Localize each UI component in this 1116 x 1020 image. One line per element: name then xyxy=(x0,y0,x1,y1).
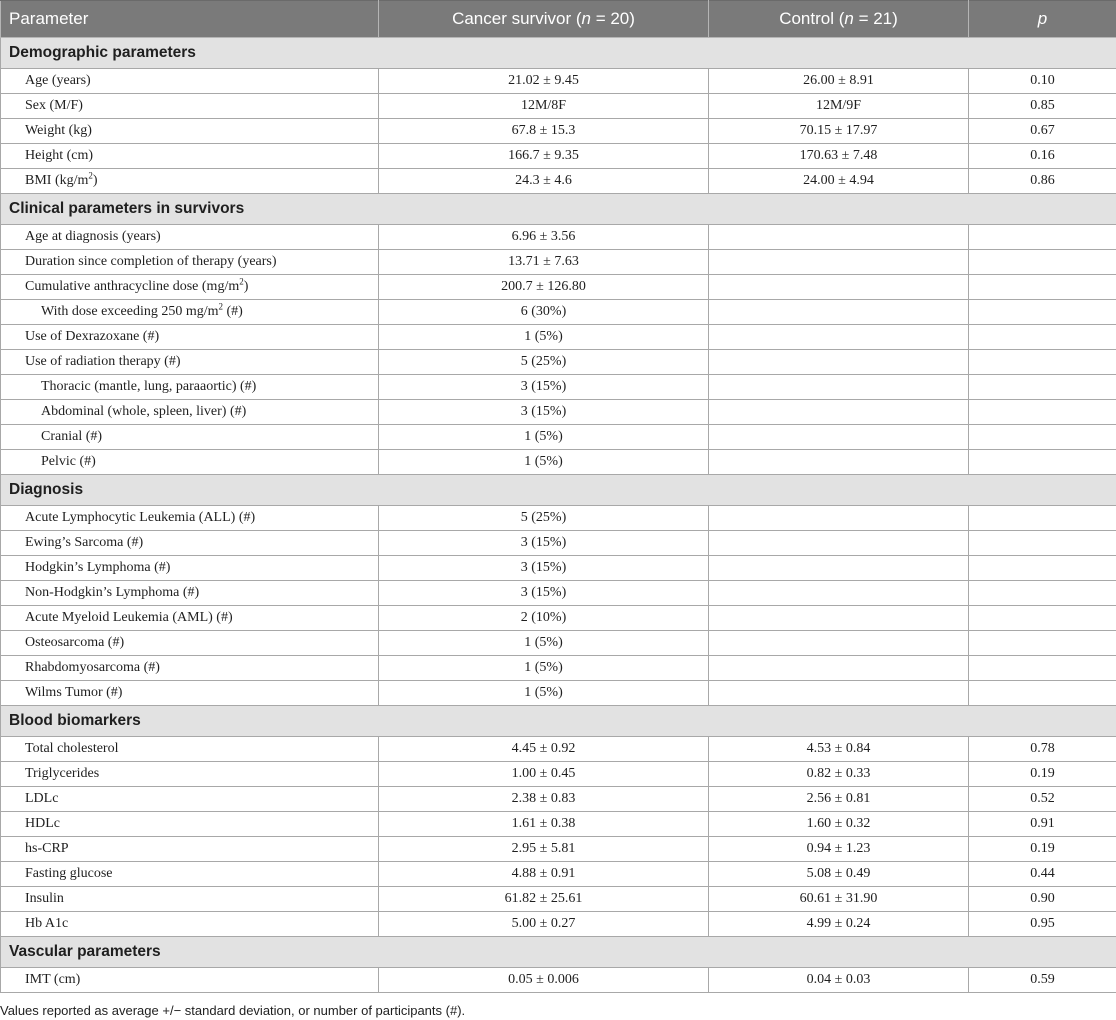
p-value: 0.59 xyxy=(969,968,1116,993)
table-row xyxy=(1,325,1116,350)
control-value: 5.08 ± 0.49 xyxy=(709,862,969,887)
survivor-value: 2.95 ± 5.81 xyxy=(379,837,709,862)
parameter-name xyxy=(1,581,379,606)
survivor-value: 5 (25%) xyxy=(379,350,709,375)
parameter-name-text: Thoracic (mantle, lung, paraaortic) (#) xyxy=(41,379,257,394)
control-value xyxy=(709,225,969,250)
header-survivor-label: Cancer survivor ( xyxy=(452,9,582,28)
parameter-name xyxy=(1,656,379,681)
parameter-name-text: Insulin xyxy=(25,891,64,906)
control-value: 0.94 ± 1.23 xyxy=(709,837,969,862)
section-header-row xyxy=(1,937,1116,968)
survivor-value: 13.71 ± 7.63 xyxy=(379,250,709,275)
control-value: 1.60 ± 0.32 xyxy=(709,812,969,837)
section-title: Blood biomarkers xyxy=(1,706,1116,737)
parameter-name-text: Use of Dexrazoxane (#) xyxy=(25,329,160,344)
parameter-name xyxy=(1,350,379,375)
table-row xyxy=(1,912,1116,937)
p-value: 0.91 xyxy=(969,812,1116,837)
section-title: Demographic parameters xyxy=(1,38,1116,69)
table-row xyxy=(1,225,1116,250)
p-value xyxy=(969,225,1116,250)
parameter-name-text: Weight (kg) xyxy=(25,123,92,138)
parameter-name xyxy=(1,119,379,144)
control-value xyxy=(709,656,969,681)
parameter-name xyxy=(1,275,379,300)
survivor-value: 1 (5%) xyxy=(379,450,709,475)
header-control-label: Control ( xyxy=(779,9,845,28)
survivor-value: 3 (15%) xyxy=(379,556,709,581)
survivor-value: 3 (15%) xyxy=(379,531,709,556)
parameter-name-text: Cranial (#) xyxy=(41,429,103,444)
parameter-name xyxy=(1,762,379,787)
parameter-name xyxy=(1,225,379,250)
parameter-name-text: Use of radiation therapy (#) xyxy=(25,354,181,369)
superscript: 2 xyxy=(239,276,244,287)
p-value: 0.52 xyxy=(969,787,1116,812)
table-row xyxy=(1,581,1116,606)
parameter-name-text: hs-CRP xyxy=(25,841,69,856)
control-value: 0.04 ± 0.03 xyxy=(709,968,969,993)
p-value: 0.85 xyxy=(969,94,1116,119)
table-row xyxy=(1,606,1116,631)
control-value xyxy=(709,250,969,275)
p-value xyxy=(969,556,1116,581)
parameter-name xyxy=(1,631,379,656)
parameter-name-suffix: ) xyxy=(243,279,249,294)
parameter-name-text: Abdominal (whole, spleen, liver) (#) xyxy=(41,404,247,419)
header-survivor-n: n xyxy=(581,9,591,28)
survivor-value: 12M/8F xyxy=(379,94,709,119)
control-value xyxy=(709,581,969,606)
section-header-row xyxy=(1,194,1116,225)
parameter-name-text: Ewing’s Sarcoma (#) xyxy=(25,535,144,550)
survivor-value: 5.00 ± 0.27 xyxy=(379,912,709,937)
parameter-name xyxy=(1,375,379,400)
control-value xyxy=(709,425,969,450)
survivor-value: 3 (15%) xyxy=(379,581,709,606)
p-value xyxy=(969,450,1116,475)
control-value xyxy=(709,375,969,400)
control-value xyxy=(709,325,969,350)
parameter-name xyxy=(1,94,379,119)
parameter-name xyxy=(1,250,379,275)
p-value xyxy=(969,325,1116,350)
parameter-name-text: Sex (M/F) xyxy=(25,98,83,113)
control-value: 12M/9F xyxy=(709,94,969,119)
table-row xyxy=(1,375,1116,400)
p-value: 0.95 xyxy=(969,912,1116,937)
p-value xyxy=(969,581,1116,606)
parameter-name-text: Fasting glucose xyxy=(25,866,113,881)
table-row xyxy=(1,69,1116,94)
parameter-name xyxy=(1,400,379,425)
parameter-name-text: Pelvic (#) xyxy=(41,454,96,469)
p-value: 0.10 xyxy=(969,69,1116,94)
control-value xyxy=(709,606,969,631)
p-value: 0.86 xyxy=(969,169,1116,194)
control-value xyxy=(709,350,969,375)
control-value: 0.82 ± 0.33 xyxy=(709,762,969,787)
parameter-name-text: Non-Hodgkin’s Lymphoma (#) xyxy=(25,585,200,600)
parameter-name xyxy=(1,606,379,631)
superscript: 2 xyxy=(88,170,93,181)
p-value: 0.44 xyxy=(969,862,1116,887)
table-row xyxy=(1,350,1116,375)
parameter-name xyxy=(1,300,379,325)
table-header xyxy=(1,1,1116,38)
table-row xyxy=(1,450,1116,475)
control-value xyxy=(709,681,969,706)
survivor-value: 2 (10%) xyxy=(379,606,709,631)
table-row xyxy=(1,94,1116,119)
section-header-row xyxy=(1,706,1116,737)
survivor-value: 1 (5%) xyxy=(379,425,709,450)
p-value xyxy=(969,606,1116,631)
table-row xyxy=(1,762,1116,787)
table-row xyxy=(1,812,1116,837)
control-value xyxy=(709,275,969,300)
parameter-name-text: Total cholesterol xyxy=(25,741,119,756)
control-value: 2.56 ± 0.81 xyxy=(709,787,969,812)
survivor-value: 4.45 ± 0.92 xyxy=(379,737,709,762)
survivor-value: 2.38 ± 0.83 xyxy=(379,787,709,812)
table-row xyxy=(1,887,1116,912)
control-value xyxy=(709,450,969,475)
section-header-row xyxy=(1,475,1116,506)
header-cancer-survivor xyxy=(379,1,709,38)
header-control-count: = 21) xyxy=(853,9,898,28)
header-control xyxy=(709,1,969,38)
p-value xyxy=(969,531,1116,556)
p-value xyxy=(969,250,1116,275)
control-value: 26.00 ± 8.91 xyxy=(709,69,969,94)
table-row xyxy=(1,968,1116,993)
header-control-n: n xyxy=(844,9,854,28)
table-row xyxy=(1,506,1116,531)
parameter-name-text: Triglycerides xyxy=(25,766,100,781)
control-value xyxy=(709,531,969,556)
section-title: Vascular parameters xyxy=(1,937,1116,968)
parameter-name xyxy=(1,506,379,531)
parameter-name xyxy=(1,450,379,475)
parameter-name-text: Cumulative anthracycline dose (mg/m xyxy=(25,279,240,294)
parameter-name xyxy=(1,837,379,862)
survivor-value: 166.7 ± 9.35 xyxy=(379,144,709,169)
parameter-name-text: Hb A1c xyxy=(25,916,69,931)
control-value xyxy=(709,300,969,325)
parameter-name xyxy=(1,968,379,993)
p-value: 0.90 xyxy=(969,887,1116,912)
p-value xyxy=(969,681,1116,706)
survivor-value: 61.82 ± 25.61 xyxy=(379,887,709,912)
p-value xyxy=(969,425,1116,450)
table-row xyxy=(1,169,1116,194)
survivor-value: 5 (25%) xyxy=(379,506,709,531)
header-p-label: p xyxy=(1037,9,1048,28)
header-p-value xyxy=(969,1,1116,38)
superscript: 2 xyxy=(218,301,224,312)
table-row xyxy=(1,400,1116,425)
survivor-value: 1 (5%) xyxy=(379,631,709,656)
table-row xyxy=(1,681,1116,706)
control-value xyxy=(709,556,969,581)
table-row xyxy=(1,656,1116,681)
p-value: 0.16 xyxy=(969,144,1116,169)
table-row xyxy=(1,837,1116,862)
parameter-name-suffix: (#) xyxy=(223,304,243,319)
p-value: 0.78 xyxy=(969,737,1116,762)
parameter-name-text: With dose exceeding 250 mg/m xyxy=(41,304,219,319)
control-value xyxy=(709,506,969,531)
parameter-name-text: HDLc xyxy=(25,816,60,831)
parameter-name-text: Wilms Tumor (#) xyxy=(25,685,123,700)
parameter-name xyxy=(1,912,379,937)
parameter-name-suffix: ) xyxy=(92,173,98,188)
header-survivor-count: = 20) xyxy=(590,9,635,28)
parameter-name-text: Age at diagnosis (years) xyxy=(25,229,161,244)
control-value: 60.61 ± 31.90 xyxy=(709,887,969,912)
table-row xyxy=(1,787,1116,812)
parameter-name xyxy=(1,681,379,706)
control-value: 70.15 ± 17.97 xyxy=(709,119,969,144)
table-row xyxy=(1,556,1116,581)
parameter-name-text: Age (years) xyxy=(25,73,91,88)
survivor-value: 3 (15%) xyxy=(379,400,709,425)
parameter-name xyxy=(1,737,379,762)
survivor-value: 4.88 ± 0.91 xyxy=(379,862,709,887)
parameter-name xyxy=(1,69,379,94)
header-row xyxy=(1,1,1116,38)
table-row xyxy=(1,119,1116,144)
parameter-name-text: Duration since completion of therapy (years) xyxy=(25,254,277,269)
p-value xyxy=(969,506,1116,531)
parameter-name xyxy=(1,556,379,581)
p-value: 0.19 xyxy=(969,762,1116,787)
parameter-name xyxy=(1,425,379,450)
table-row xyxy=(1,144,1116,169)
p-value xyxy=(969,400,1116,425)
survivor-value: 6 (30%) xyxy=(379,300,709,325)
section-header-row xyxy=(1,38,1116,69)
table-row xyxy=(1,300,1116,325)
control-value: 24.00 ± 4.94 xyxy=(709,169,969,194)
survivor-value: 1.61 ± 0.38 xyxy=(379,812,709,837)
survivor-value: 0.05 ± 0.006 xyxy=(379,968,709,993)
parameter-name xyxy=(1,812,379,837)
parameter-name-text: Acute Lymphocytic Leukemia (ALL) (#) xyxy=(25,510,256,525)
parameter-name xyxy=(1,169,379,194)
parameter-name-text: LDLc xyxy=(25,791,59,806)
table-footnote: Values reported as average +/− standard deviation, or number of participants (#). xyxy=(0,1003,466,1018)
p-value xyxy=(969,300,1116,325)
p-value: 0.19 xyxy=(969,837,1116,862)
control-value: 170.63 ± 7.48 xyxy=(709,144,969,169)
table-row xyxy=(1,531,1116,556)
parameter-name-text: Height (cm) xyxy=(25,148,94,163)
survivor-value: 1.00 ± 0.45 xyxy=(379,762,709,787)
p-value: 0.67 xyxy=(969,119,1116,144)
parameter-name-text: Osteosarcoma (#) xyxy=(25,635,125,650)
survivor-value: 21.02 ± 9.45 xyxy=(379,69,709,94)
p-value xyxy=(969,275,1116,300)
parameter-name-text: Acute Myeloid Leukemia (AML) (#) xyxy=(25,610,233,625)
parameter-name xyxy=(1,531,379,556)
section-title: Clinical parameters in survivors xyxy=(1,194,1116,225)
survivor-value: 1 (5%) xyxy=(379,325,709,350)
p-value xyxy=(969,350,1116,375)
parameter-name xyxy=(1,144,379,169)
survivor-value: 1 (5%) xyxy=(379,656,709,681)
parameter-name-text: IMT (cm) xyxy=(25,972,81,987)
table-row xyxy=(1,275,1116,300)
p-value xyxy=(969,656,1116,681)
survivor-value: 3 (15%) xyxy=(379,375,709,400)
survivor-value: 6.96 ± 3.56 xyxy=(379,225,709,250)
parameter-name-text: BMI (kg/m xyxy=(25,173,89,188)
parameter-name xyxy=(1,887,379,912)
p-value xyxy=(969,375,1116,400)
table-row xyxy=(1,631,1116,656)
survivor-value: 67.8 ± 15.3 xyxy=(379,119,709,144)
control-value: 4.99 ± 0.24 xyxy=(709,912,969,937)
control-value xyxy=(709,400,969,425)
survivor-value: 200.7 ± 126.80 xyxy=(379,275,709,300)
parameter-name xyxy=(1,862,379,887)
survivor-value: 24.3 ± 4.6 xyxy=(379,169,709,194)
p-value xyxy=(969,631,1116,656)
parameter-name-text: Rhabdomyosarcoma (#) xyxy=(25,660,160,675)
control-value xyxy=(709,631,969,656)
parameter-name xyxy=(1,325,379,350)
table-body xyxy=(1,38,1116,993)
survivor-value: 1 (5%) xyxy=(379,681,709,706)
header-parameter: Parameter xyxy=(1,1,379,38)
table-row xyxy=(1,425,1116,450)
section-title: Diagnosis xyxy=(1,475,1116,506)
table-row xyxy=(1,250,1116,275)
control-value: 4.53 ± 0.84 xyxy=(709,737,969,762)
parameter-name xyxy=(1,787,379,812)
table-row xyxy=(1,737,1116,762)
parameter-name-text: Hodgkin’s Lymphoma (#) xyxy=(25,560,171,575)
table-row xyxy=(1,862,1116,887)
